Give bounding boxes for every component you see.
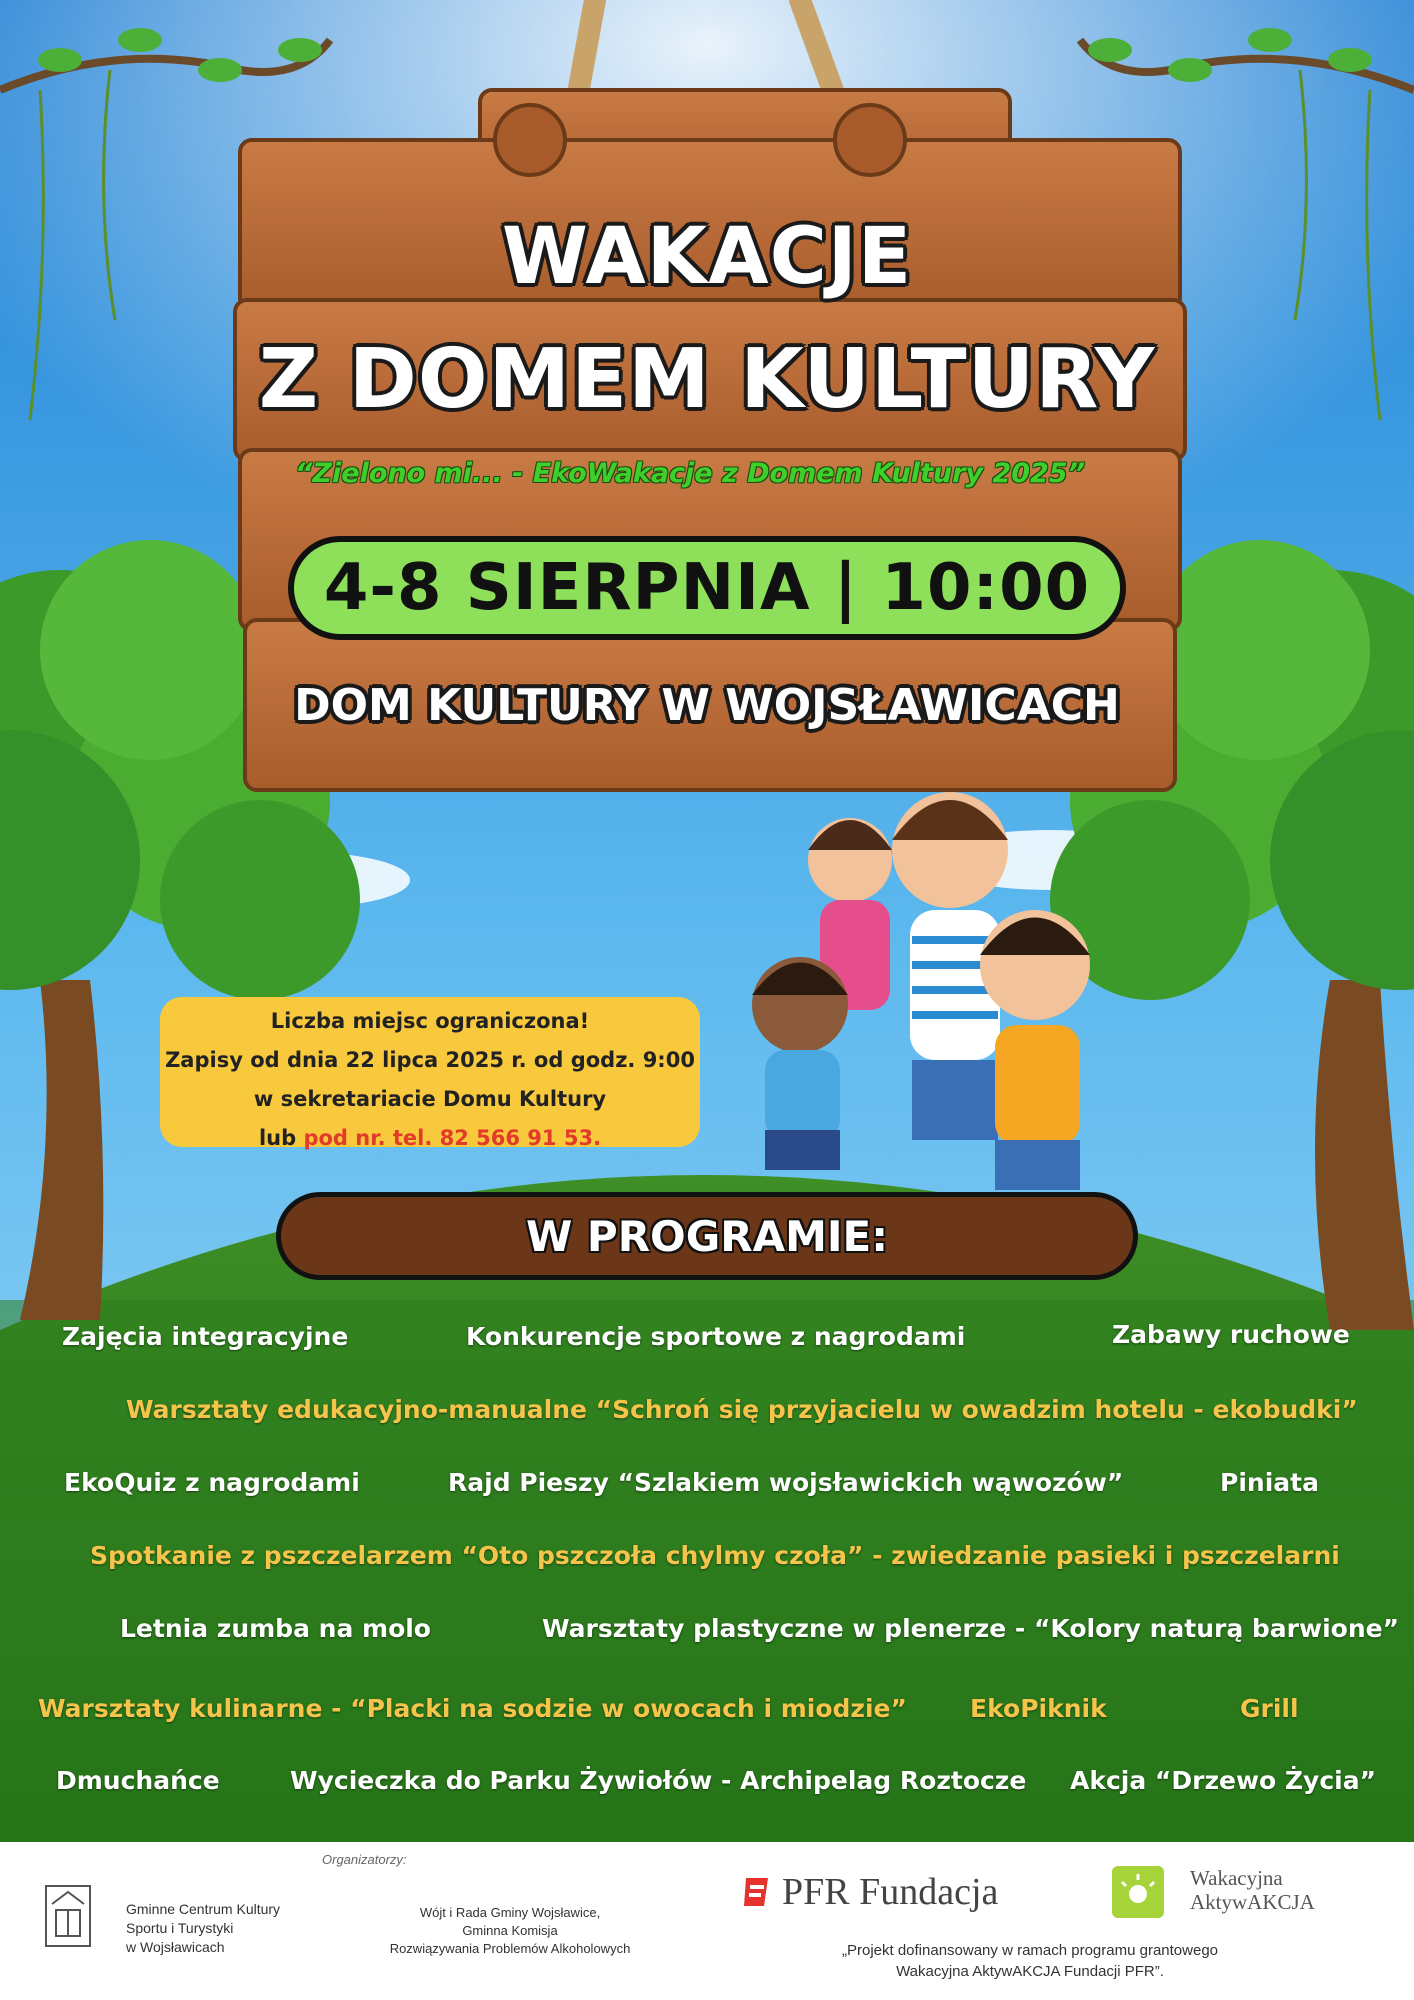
org2-line-3: Rozwiązywania Problemów Alkoholowych	[389, 1941, 631, 1956]
program-item: Grill	[1240, 1694, 1299, 1723]
wakacyjna-line-2: AktywAKCJA	[1190, 1890, 1315, 1914]
program-item: Piniata	[1220, 1468, 1319, 1497]
program-item: Rajd Pieszy “Szlakiem wojsławickich wąwozów”	[448, 1468, 1124, 1497]
date-time-text: 4-8 SIERPNIA | 10:00	[323, 551, 1091, 625]
program-item: Warsztaty edukacyjno-manualne “Schroń się przyjacielu w owadzim hotelu - ekobudki”	[126, 1395, 1358, 1424]
program-item: Konkurencje sportowe z nagrodami	[466, 1322, 966, 1351]
program-item: EkoPiknik	[970, 1694, 1107, 1723]
program-heading: W PROGRAMIE:	[525, 1211, 888, 1261]
project-line-1: „Projekt dofinansowany w ramach programu grantowego	[841, 1942, 1219, 1959]
program-item: Wycieczka do Parku Żywiołów - Archipelag Roztocze	[290, 1766, 1027, 1795]
info-line-3: w sekretariacie Domu Kultury	[253, 1087, 607, 1111]
registration-info-box	[160, 997, 700, 1150]
title-line-2: Z DOMEM KULTURY	[258, 332, 1156, 427]
wakacyjna-line-1: Wakacyjna	[1190, 1866, 1283, 1890]
program-item: Dmuchańce	[56, 1766, 220, 1795]
program-item: Akcja “Drzewo Życia”	[1070, 1766, 1377, 1795]
organizers-label: Organizatorzy:	[322, 1852, 407, 1867]
program-item: Zabawy ruchowe	[1112, 1320, 1350, 1349]
project-funding-note	[780, 1940, 1280, 1982]
gck-logo-icon	[44, 1884, 92, 1948]
program-item: Spotkanie z pszczelarzem “Oto pszczoła chylmy czoła” - zwiedzanie pasieki i pszczelarni	[90, 1541, 1340, 1570]
pfr-logo-text: PFR Fundacja	[782, 1871, 999, 1913]
org2-line-1: Wójt i Rada Gminy Wojsławice,	[419, 1905, 601, 1920]
pfr-logo-icon	[742, 1876, 772, 1908]
footer	[0, 1842, 1414, 2000]
program-heading-bar	[276, 1192, 1138, 1280]
info-line-2: Zapisy od dnia 22 lipca 2025 r. od godz. 9:00	[165, 1048, 695, 1072]
title-line-1: WAKACJE	[501, 212, 913, 302]
org1-text	[126, 1900, 280, 1957]
event-subtitle: “Zielono mi... - EkoWakacje z Domem Kultury 2025”	[295, 458, 1085, 489]
info-line-4	[160, 1119, 700, 1158]
org2-text	[360, 1904, 660, 1958]
wakacyjna-logo-text	[1190, 1866, 1315, 1914]
project-line-2: Wakacyjna AktywAKCJA Fundacji PFR”.	[896, 1963, 1164, 1980]
program-item: Zajęcia integracyjne	[62, 1322, 349, 1351]
date-time-badge	[288, 536, 1126, 640]
org2-line-2: Gminna Komisja	[462, 1923, 558, 1938]
org1-line-3: w Wojsławicach	[126, 1939, 225, 1955]
program-item: EkoQuiz z nagrodami	[64, 1468, 360, 1497]
program-item: Warsztaty kulinarne - “Placki na sodzie w owocach i miodzie”	[38, 1694, 907, 1723]
org1-line-1: Gminne Centrum Kultury	[126, 1901, 281, 1917]
wakacyjna-logo-icon	[1112, 1866, 1164, 1918]
venue-text: DOM KULTURY W WOJSŁAWICACH	[294, 680, 1120, 731]
program-item: Letnia zumba na molo	[120, 1614, 431, 1643]
phone-number: pod nr. tel. 82 566 91 53.	[303, 1126, 602, 1150]
org1-line-2: Sportu i Turystyki	[126, 1920, 234, 1936]
program-item: Warsztaty plastyczne w plenerze - “Kolory naturą barwione”	[542, 1614, 1400, 1643]
info-line-4-prefix: lub	[258, 1126, 304, 1150]
info-line-1: Liczba miejsc ograniczona!	[270, 1009, 590, 1033]
